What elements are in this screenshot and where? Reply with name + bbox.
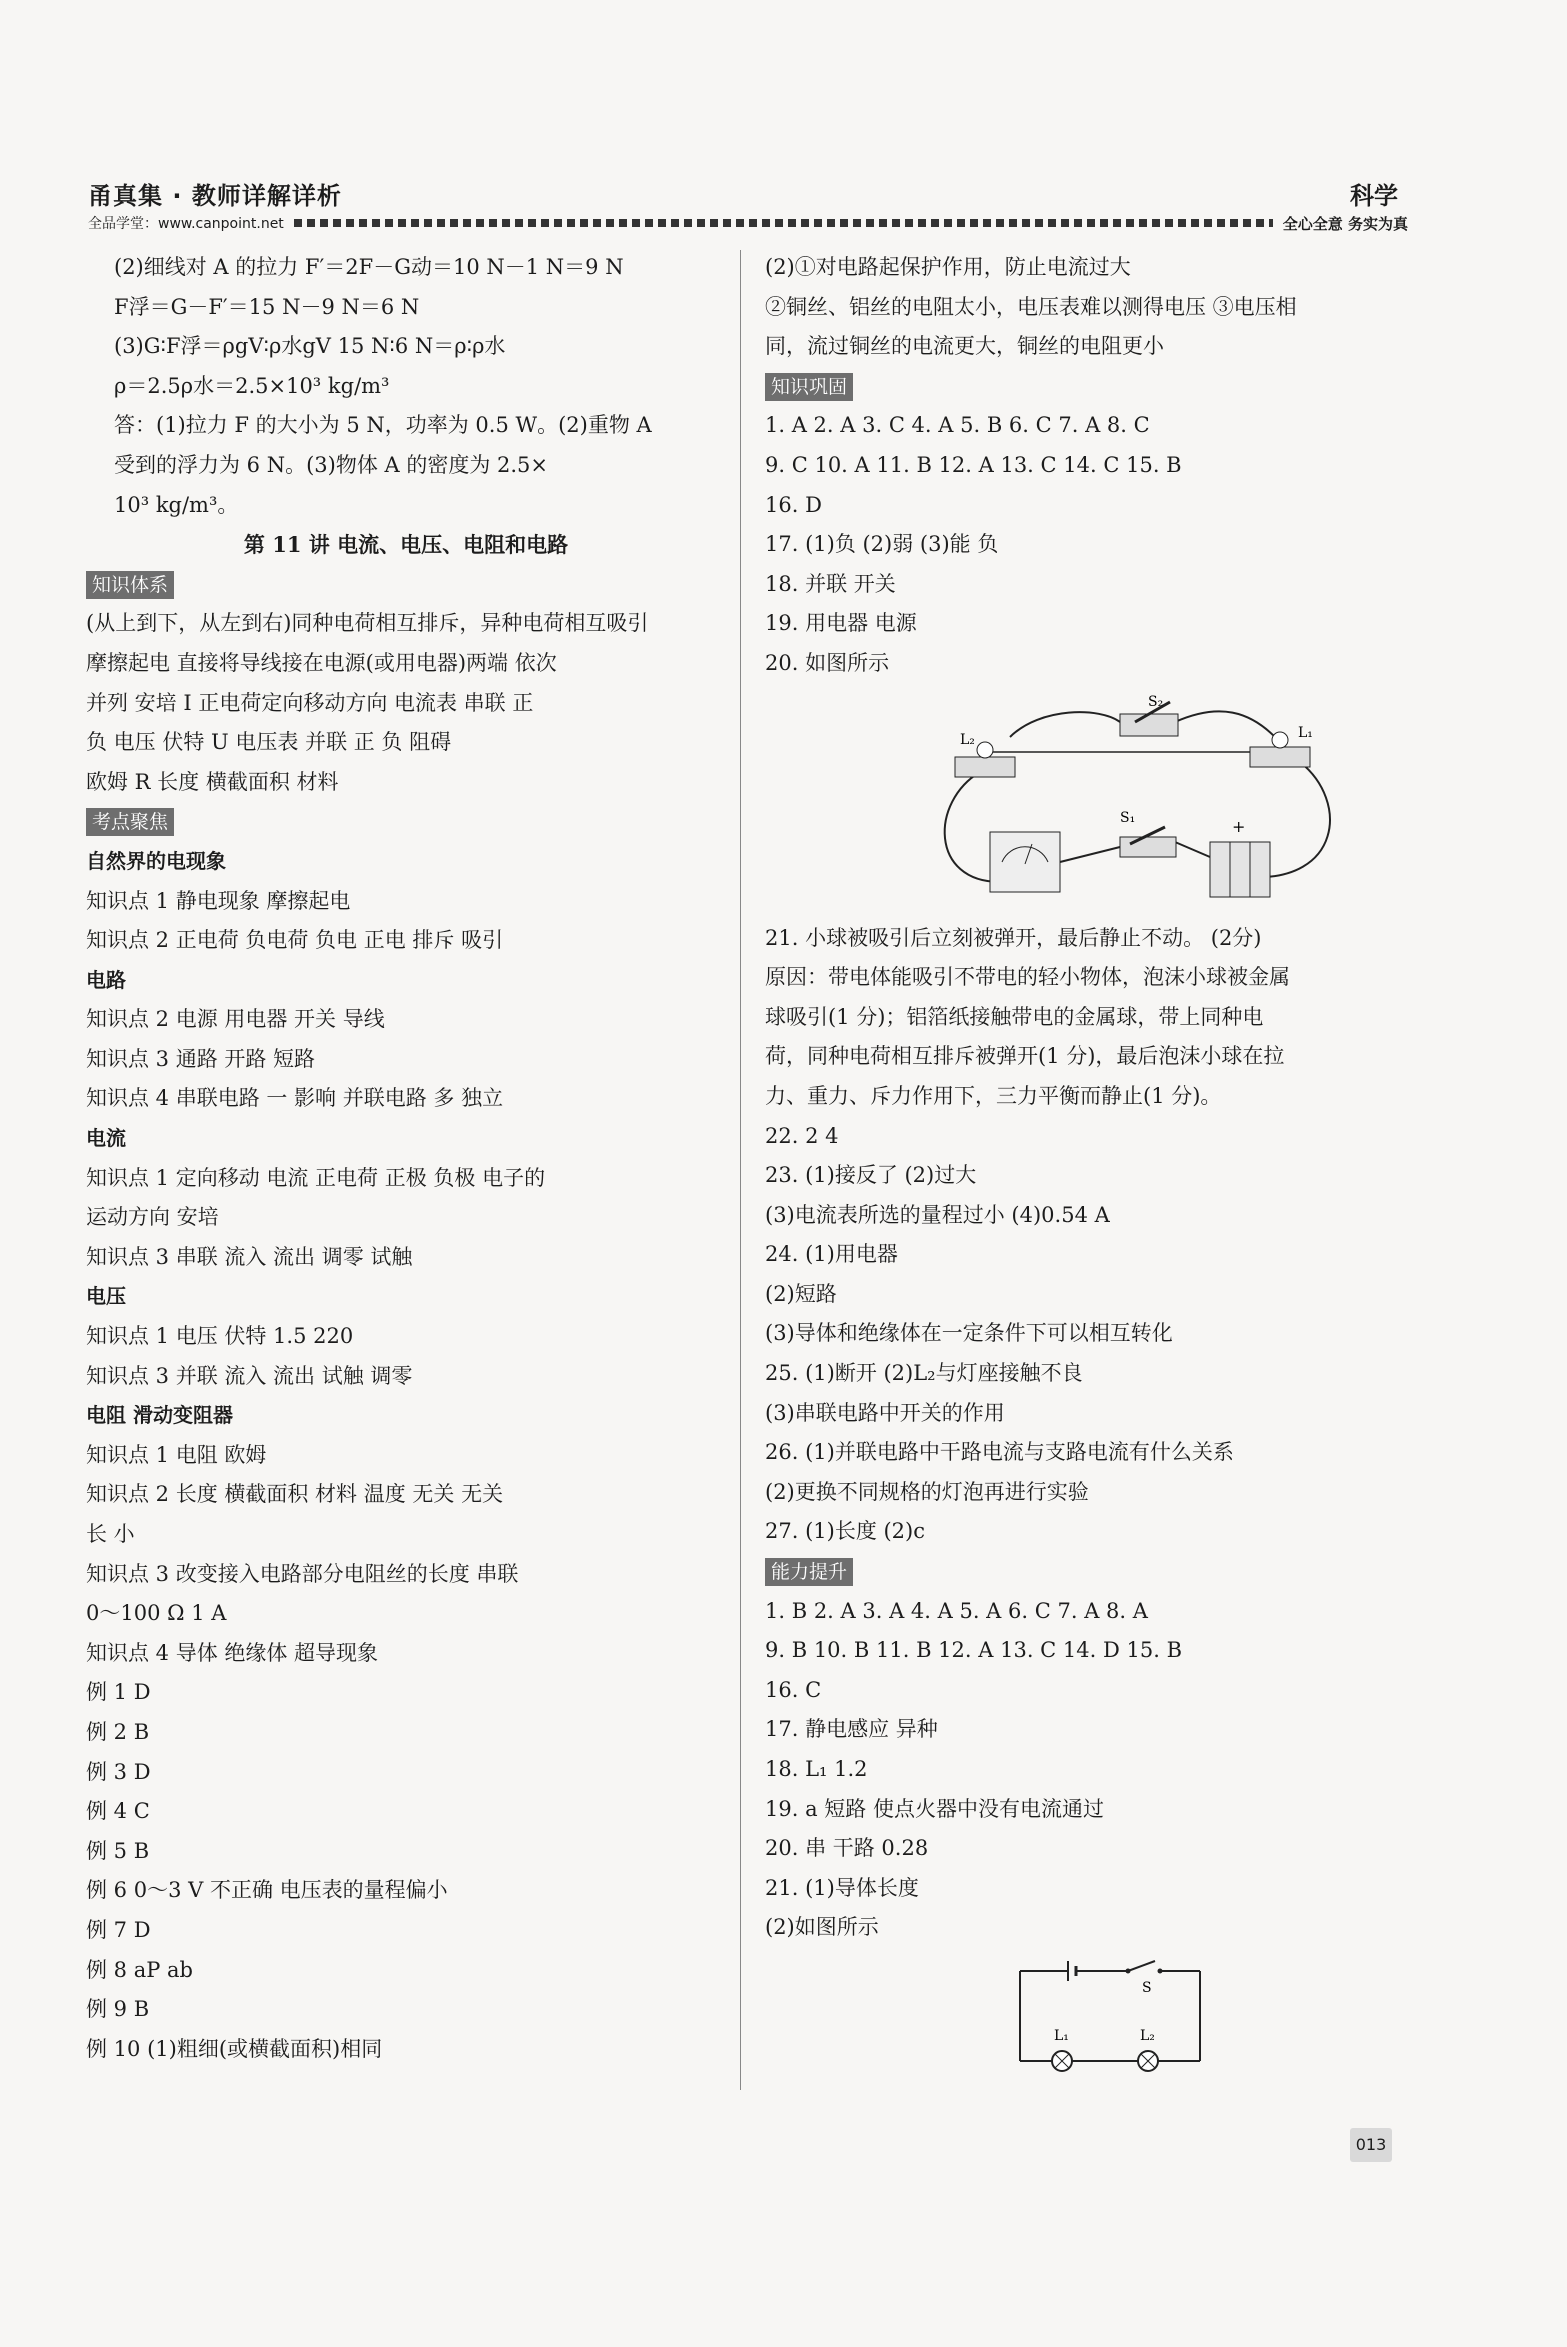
line-text: 21. 小球被吸引后立刻被弹开，最后静止不动。 (2分) — [765, 925, 1262, 950]
text-line — [86, 1079, 726, 1119]
text-line — [86, 248, 726, 288]
subject-label: 科学 — [1350, 182, 1398, 210]
subsection-heading — [86, 961, 726, 1001]
line-text: 同，流过铜丝的电流更大，铜丝的电阻更小 — [765, 334, 1164, 359]
text-line — [765, 1869, 1405, 1909]
text-line — [86, 604, 726, 644]
line-text: 例 5 B — [86, 1838, 150, 1863]
text-line — [765, 327, 1405, 367]
right-top-block — [765, 248, 1405, 684]
section-heading — [765, 1552, 1405, 1592]
label-s2: S₂ — [1148, 693, 1164, 710]
line-text: 球吸引(1 分)；铝箔纸接触带电的金属球，带上同种电 — [765, 1004, 1264, 1029]
right-column — [765, 248, 1405, 2088]
line-text: 能力提升 — [765, 1558, 853, 1586]
line-text: 答：(1)拉力 F 的大小为 5 N，功率为 0.5 W。(2)重物 A — [114, 413, 652, 438]
text-line — [765, 1750, 1405, 1790]
line-text: 10³ kg/m³。 — [114, 492, 239, 517]
text-line — [765, 406, 1405, 446]
line-text: 知识点 2 正电荷 负电荷 负电 正电 排斥 吸引 — [86, 928, 504, 953]
subsection-heading — [86, 1277, 726, 1317]
label-l2: L₂ — [1140, 2027, 1155, 2044]
text-line — [765, 1592, 1405, 1632]
line-text: 9. B 10. B 11. B 12. A 13. C 14. D 15. B — [765, 1638, 1182, 1663]
line-text: 知识点 4 串联电路 一 影响 并联电路 多 独立 — [86, 1086, 504, 1111]
line-text: (2)短路 — [765, 1281, 837, 1306]
line-text: 受到的浮力为 6 N。(3)物体 A 的密度为 2.5× — [114, 452, 549, 477]
voltmeter-icon — [990, 832, 1060, 892]
text-line — [765, 1473, 1405, 1513]
switch-s2-icon — [1120, 714, 1178, 736]
label-l2: L₂ — [960, 731, 975, 748]
line-text: 知识点 2 长度 横截面积 材料 温度 无关 无关 — [86, 1482, 504, 1507]
text-line — [765, 1433, 1405, 1473]
line-text: (3)串联电路中开关的作用 — [765, 1400, 1005, 1425]
line-text: (2)如图所示 — [765, 1915, 879, 1940]
line-text: 第 11 讲 电流、电压、电阻和电路 — [243, 532, 569, 558]
switch-s-icon — [1128, 1961, 1155, 1971]
text-line — [765, 1829, 1405, 1869]
text-line — [86, 1159, 726, 1199]
line-text: 16. D — [765, 492, 822, 517]
line-text: 电压 — [86, 1284, 126, 1309]
text-line — [765, 1512, 1405, 1552]
line-text: 23. (1)接反了 (2)过大 — [765, 1163, 977, 1188]
text-line — [765, 998, 1405, 1038]
line-text: 运动方向 安培 — [86, 1205, 219, 1230]
text-line — [86, 446, 726, 486]
text-line — [86, 1000, 726, 1040]
line-text: 知识点 1 电阻 欧姆 — [86, 1442, 267, 1467]
line-text: (2)更换不同规格的灯泡再进行实验 — [765, 1479, 1089, 1504]
text-line — [86, 486, 726, 526]
line-text: 例 9 B — [86, 1997, 150, 2022]
label-plus: + — [1232, 816, 1246, 836]
line-text: 知识点 1 电压 伏特 1.5 220 — [86, 1324, 354, 1349]
line-text: 力、重力、斥力作用下，三力平衡而静止(1 分)。 — [765, 1083, 1222, 1108]
line-text: 24. (1)用电器 — [765, 1242, 898, 1267]
switch-s1-icon — [1120, 837, 1176, 857]
line-text: 19. 用电器 电源 — [765, 611, 917, 636]
section-heading — [86, 565, 726, 605]
circuit-diagram-2 — [1010, 1956, 1210, 2076]
text-line — [86, 1753, 726, 1793]
line-text: 知识点 1 定向移动 电流 正电荷 正极 负极 电子的 — [86, 1165, 546, 1190]
label-l1: L₁ — [1298, 724, 1313, 741]
section-heading — [86, 802, 726, 842]
line-text: 摩擦起电 直接将导线接在电源(或用电器)两端 依次 — [86, 650, 557, 675]
line-text: 22. 2 4 — [765, 1123, 839, 1148]
text-line — [86, 921, 726, 961]
line-text: (3)G∶F浮＝ρgV∶ρ水gV 15 N∶6 N＝ρ∶ρ水 — [114, 334, 506, 359]
line-text: 知识点 3 通路 开路 短路 — [86, 1046, 316, 1071]
text-line — [765, 1908, 1405, 1948]
line-text: 考点聚焦 — [86, 808, 174, 836]
text-line — [86, 1832, 726, 1872]
text-line — [765, 1235, 1405, 1275]
line-text: 16. C — [765, 1677, 822, 1702]
line-text: 知识点 1 静电现象 摩擦起电 — [86, 888, 351, 913]
line-text: 知识点 3 串联 流入 流出 调零 试触 — [86, 1244, 413, 1269]
text-line — [765, 1117, 1405, 1157]
text-line — [86, 1238, 726, 1278]
text-line — [765, 1631, 1405, 1671]
text-line — [765, 958, 1405, 998]
line-text: 原因：带电体能吸引不带电的轻小物体，泡沫小球被金属 — [765, 965, 1290, 990]
line-text: 知识点 3 并联 流入 流出 试触 调零 — [86, 1363, 413, 1388]
line-text: 21. (1)导体长度 — [765, 1875, 919, 1900]
line-text: 例 2 B — [86, 1719, 150, 1744]
line-text: 知识点 2 电源 用电器 开关 导线 — [86, 1007, 385, 1032]
subsection-heading — [86, 842, 726, 882]
line-text: 知识点 4 导体 绝缘体 超导现象 — [86, 1640, 379, 1665]
line-text: 17. (1)负 (2)弱 (3)能 负 — [765, 532, 999, 557]
line-text: 例 10 (1)粗细(或横截面积)相同 — [86, 2036, 383, 2061]
line-text: 25. (1)断开 (2)L₂与灯座接触不良 — [765, 1361, 1083, 1386]
text-line — [765, 446, 1405, 486]
text-line — [765, 1394, 1405, 1434]
line-text: 19. a 短路 使点火器中没有电流通过 — [765, 1796, 1104, 1821]
text-line — [765, 248, 1405, 288]
lamp-l2-icon — [955, 757, 1015, 777]
text-line — [86, 1713, 726, 1753]
label-s: S — [1142, 1979, 1152, 1996]
text-line — [86, 1634, 726, 1674]
line-text: 18. L₁ 1.2 — [765, 1757, 868, 1781]
text-line — [765, 644, 1405, 684]
header-bar — [88, 212, 1408, 234]
slogan: 全心全意 务实为真 — [1282, 214, 1408, 233]
text-line — [86, 1911, 726, 1951]
text-line — [86, 525, 726, 565]
text-line — [86, 2030, 726, 2070]
line-text: (从上到下，从左到右)同种电荷相互排斥，异种电荷相互吸引 — [86, 611, 649, 636]
circuit-figure-2 — [765, 1956, 1405, 2076]
line-text: 例 4 C — [86, 1799, 150, 1824]
line-text: 例 6 0～3 V 不正确 电压表的量程偏小 — [86, 1878, 448, 1903]
text-line — [86, 723, 726, 763]
line-text: 长 小 — [86, 1522, 135, 1546]
line-text: 27. (1)长度 (2)c — [765, 1519, 926, 1544]
text-line — [765, 1710, 1405, 1750]
text-line — [765, 1314, 1405, 1354]
line-text: (2)①对电路起保护作用，防止电流过大 — [765, 255, 1131, 279]
line-text: 电路 — [86, 967, 126, 992]
line-text: ②铜丝、铝丝的电阻太小，电压表难以测得电压 ③电压相 — [765, 294, 1297, 319]
text-line — [765, 1196, 1405, 1236]
line-text: (3)导体和绝缘体在一定条件下可以相互转化 — [765, 1321, 1173, 1346]
book-title: 甬真集 · 教师详解详析 — [88, 182, 342, 210]
text-line — [86, 684, 726, 724]
subsection-heading — [86, 1396, 726, 1436]
text-line — [765, 1037, 1405, 1077]
circuit-figure-1 — [765, 692, 1405, 907]
line-text: 电阻 滑动变阻器 — [86, 1403, 233, 1428]
text-line — [86, 327, 726, 367]
text-line — [86, 1040, 726, 1080]
line-text: 1. A 2. A 3. C 4. A 5. B 6. C 7. A 8. C — [765, 413, 1150, 438]
line-text: 电流 — [86, 1126, 126, 1151]
line-text: 知识点 3 改变接入电路部分电阻丝的长度 串联 — [86, 1561, 519, 1586]
text-line — [765, 486, 1405, 526]
line-text: 知识巩固 — [765, 373, 853, 401]
line-text: 例 3 D — [86, 1759, 151, 1784]
text-line — [86, 1673, 726, 1713]
subsection-heading — [86, 1119, 726, 1159]
line-text: 9. C 10. A 11. B 12. A 13. C 14. C 15. B — [765, 452, 1182, 477]
text-line — [86, 367, 726, 407]
text-line — [765, 1156, 1405, 1196]
line-text: 0～100 Ω 1 A — [86, 1601, 227, 1626]
text-line — [765, 525, 1405, 565]
text-line — [86, 1555, 726, 1595]
right-mid-block — [765, 919, 1405, 1948]
text-line — [86, 288, 726, 328]
text-line — [765, 1354, 1405, 1394]
label-l1: L₁ — [1054, 2027, 1069, 2044]
section-heading — [765, 367, 1405, 407]
line-text: 1. B 2. A 3. A 4. A 5. A 6. C 7. A 8. A — [765, 1598, 1148, 1623]
line-text: (3)电流表所选的量程过小 (4)0.54 A — [765, 1202, 1110, 1227]
line-text: 20. 如图所示 — [765, 650, 890, 675]
text-line — [86, 1515, 726, 1555]
text-line — [86, 1990, 726, 2030]
text-line — [765, 1275, 1405, 1315]
text-line — [86, 1871, 726, 1911]
label-s1: S₁ — [1120, 809, 1136, 826]
lamp-l1-icon — [1250, 747, 1310, 767]
text-line — [86, 1594, 726, 1634]
column-divider — [740, 250, 741, 2090]
line-text: 荷，同种电荷相互排斥被弹开(1 分)，最后泡沫小球在拉 — [765, 1044, 1285, 1069]
text-line — [86, 1792, 726, 1832]
text-line — [86, 406, 726, 446]
line-text: 26. (1)并联电路中干路电流与支路电流有什么关系 — [765, 1440, 1234, 1465]
line-text: 欧姆 R 长度 横截面积 材料 — [86, 769, 339, 794]
battery-icon — [1210, 842, 1270, 897]
text-line — [765, 288, 1405, 328]
page-number: 013 — [1350, 2128, 1392, 2162]
text-line — [86, 882, 726, 922]
text-line — [86, 1436, 726, 1476]
header-divider — [294, 219, 1273, 227]
text-line — [765, 604, 1405, 644]
line-text: ρ＝2.5ρ水＝2.5×10³ kg/m³ — [114, 373, 390, 398]
line-text: 知识体系 — [86, 571, 174, 599]
line-text: 例 1 D — [86, 1680, 151, 1705]
line-text: 并列 安培 I 正电荷定向移动方向 电流表 串联 正 — [86, 690, 534, 715]
line-text: F浮＝G－F′＝15 N－9 N＝6 N — [114, 294, 420, 319]
line-text: 17. 静电感应 异种 — [765, 1717, 938, 1742]
line-text: 负 电压 伏特 U 电压表 并联 正 负 阻碍 — [86, 730, 452, 755]
line-text: 自然界的电现象 — [86, 848, 226, 873]
circuit-diagram-1 — [920, 692, 1340, 907]
text-line — [86, 1357, 726, 1397]
text-line — [765, 1790, 1405, 1830]
text-line — [86, 644, 726, 684]
line-text: 例 8 aP ab — [86, 1957, 193, 1982]
left-column — [86, 248, 726, 2069]
site-label: 全品学堂：www.canpoint.net — [88, 216, 284, 232]
line-text: (2)细线对 A 的拉力 F′＝2F－G动＝10 N－1 N＝9 N — [114, 255, 624, 279]
line-text: 18. 并联 开关 — [765, 571, 896, 596]
text-line — [86, 1317, 726, 1357]
line-text: 20. 串 干路 0.28 — [765, 1836, 929, 1861]
text-line — [765, 565, 1405, 605]
text-line — [86, 1951, 726, 1991]
text-line — [86, 763, 726, 803]
text-line — [86, 1198, 726, 1238]
text-line — [86, 1475, 726, 1515]
text-line — [765, 1671, 1405, 1711]
text-line — [765, 1077, 1405, 1117]
line-text: 例 7 D — [86, 1917, 151, 1942]
text-line — [765, 919, 1405, 959]
